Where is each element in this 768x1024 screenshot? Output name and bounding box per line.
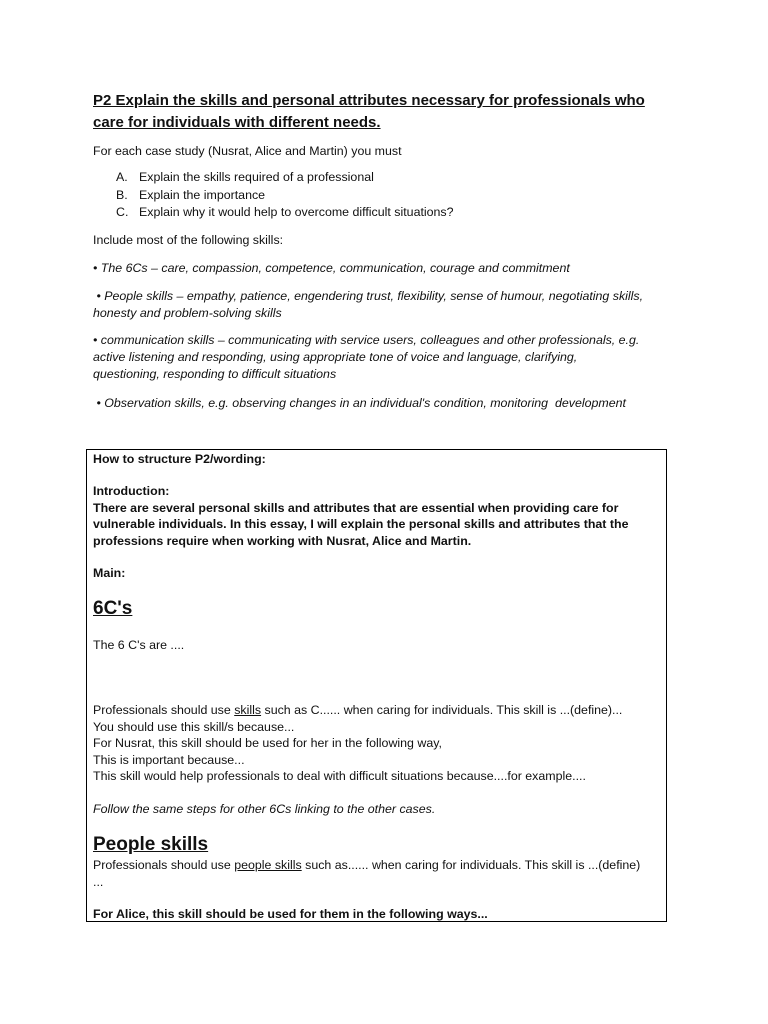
skill-6cs: • The 6Cs – care, compassion, competence, communication, courage and commitment xyxy=(93,261,570,275)
list-item xyxy=(116,187,454,205)
box-intro-section xyxy=(93,483,663,549)
follow-note: Follow the same steps for other 6Cs linking to the other cases. xyxy=(93,802,436,816)
intro-line-1: There are several personal skills and attributes that are essential when providing care for xyxy=(93,500,619,515)
list-letter: A. xyxy=(116,170,128,184)
list-item xyxy=(116,169,454,187)
list-letter: C. xyxy=(116,205,129,219)
intro-text: For each case study (Nusrat, Alice and Martin) you must xyxy=(93,144,402,158)
main-label: Main: xyxy=(93,566,126,580)
box-heading: How to structure P2/wording: xyxy=(93,452,266,466)
people-text xyxy=(93,857,663,890)
skill-comm-line-1: • communication skills – communicating with service users, colleagues and other professionals, e.g. xyxy=(93,333,640,347)
people-post: such as...... when caring for individuals. This skill is ...(define) xyxy=(301,858,641,872)
skill-observation: • Observation skills, e.g. observing changes in an individual's condition, monitoring development xyxy=(93,396,626,410)
list-text: Explain why it would help to overcome difficult situations? xyxy=(139,205,454,219)
people-heading: People skills xyxy=(93,834,209,855)
step-3: For Nusrat, this skill should be used for her in the following way, xyxy=(93,736,442,750)
skill-comm-line-3: questioning, responding to difficult situations xyxy=(93,367,337,381)
sixc-heading: 6C's xyxy=(93,598,133,619)
list-text: Explain the importance xyxy=(139,187,266,202)
list-item xyxy=(116,204,454,222)
list-text: Explain the skills required of a professional xyxy=(139,170,374,184)
page-title xyxy=(93,90,683,134)
task-list xyxy=(116,169,454,222)
alice-line: For Alice, this skill should be used for them in the following ways... xyxy=(93,907,488,921)
skill-people-line-2: honesty and problem-solving skills xyxy=(93,306,282,320)
people-pre: Professionals should use xyxy=(93,858,235,872)
step-4: This is important because... xyxy=(93,752,245,767)
step1-post: such as C...... when caring for individuals. This skill is ...(define)... xyxy=(261,703,623,717)
list-letter: B. xyxy=(116,187,128,202)
title-line-1: P2 Explain the skills and personal attributes necessary for professionals who xyxy=(93,92,645,109)
skill-people xyxy=(93,288,683,322)
step-1 xyxy=(93,702,663,719)
intro-line-2: vulnerable individuals. In this essay, I will explain the personal skills and attributes that the xyxy=(93,517,629,531)
intro-label: Introduction: xyxy=(93,484,170,498)
people-link: people skills xyxy=(234,858,302,872)
sixc-steps xyxy=(93,702,663,785)
sixc-are: The 6 C's are .... xyxy=(93,638,185,652)
intro-line-3: professions require when working with Nusrat, Alice and Martin. xyxy=(93,533,472,548)
step-2: You should use this skill/s because... xyxy=(93,719,295,734)
step1-skills: skills xyxy=(234,703,262,717)
title-line-2: care for individuals with different needs. xyxy=(93,114,381,131)
people-dots: ... xyxy=(93,874,104,889)
step-5: This skill would help professionals to deal with difficult situations because....for example.... xyxy=(93,769,586,783)
step1-pre: Professionals should use xyxy=(93,703,235,717)
people-line xyxy=(93,857,663,874)
skill-communication xyxy=(93,332,683,383)
include-heading: Include most of the following skills: xyxy=(93,233,284,247)
skill-people-line-1: • People skills – empathy, patience, engendering trust, flexibility, sense of humour, negotiating skills, xyxy=(93,289,644,303)
skill-comm-line-2: active listening and responding, using appropriate tone of voice and language, clarifying, xyxy=(93,350,578,364)
